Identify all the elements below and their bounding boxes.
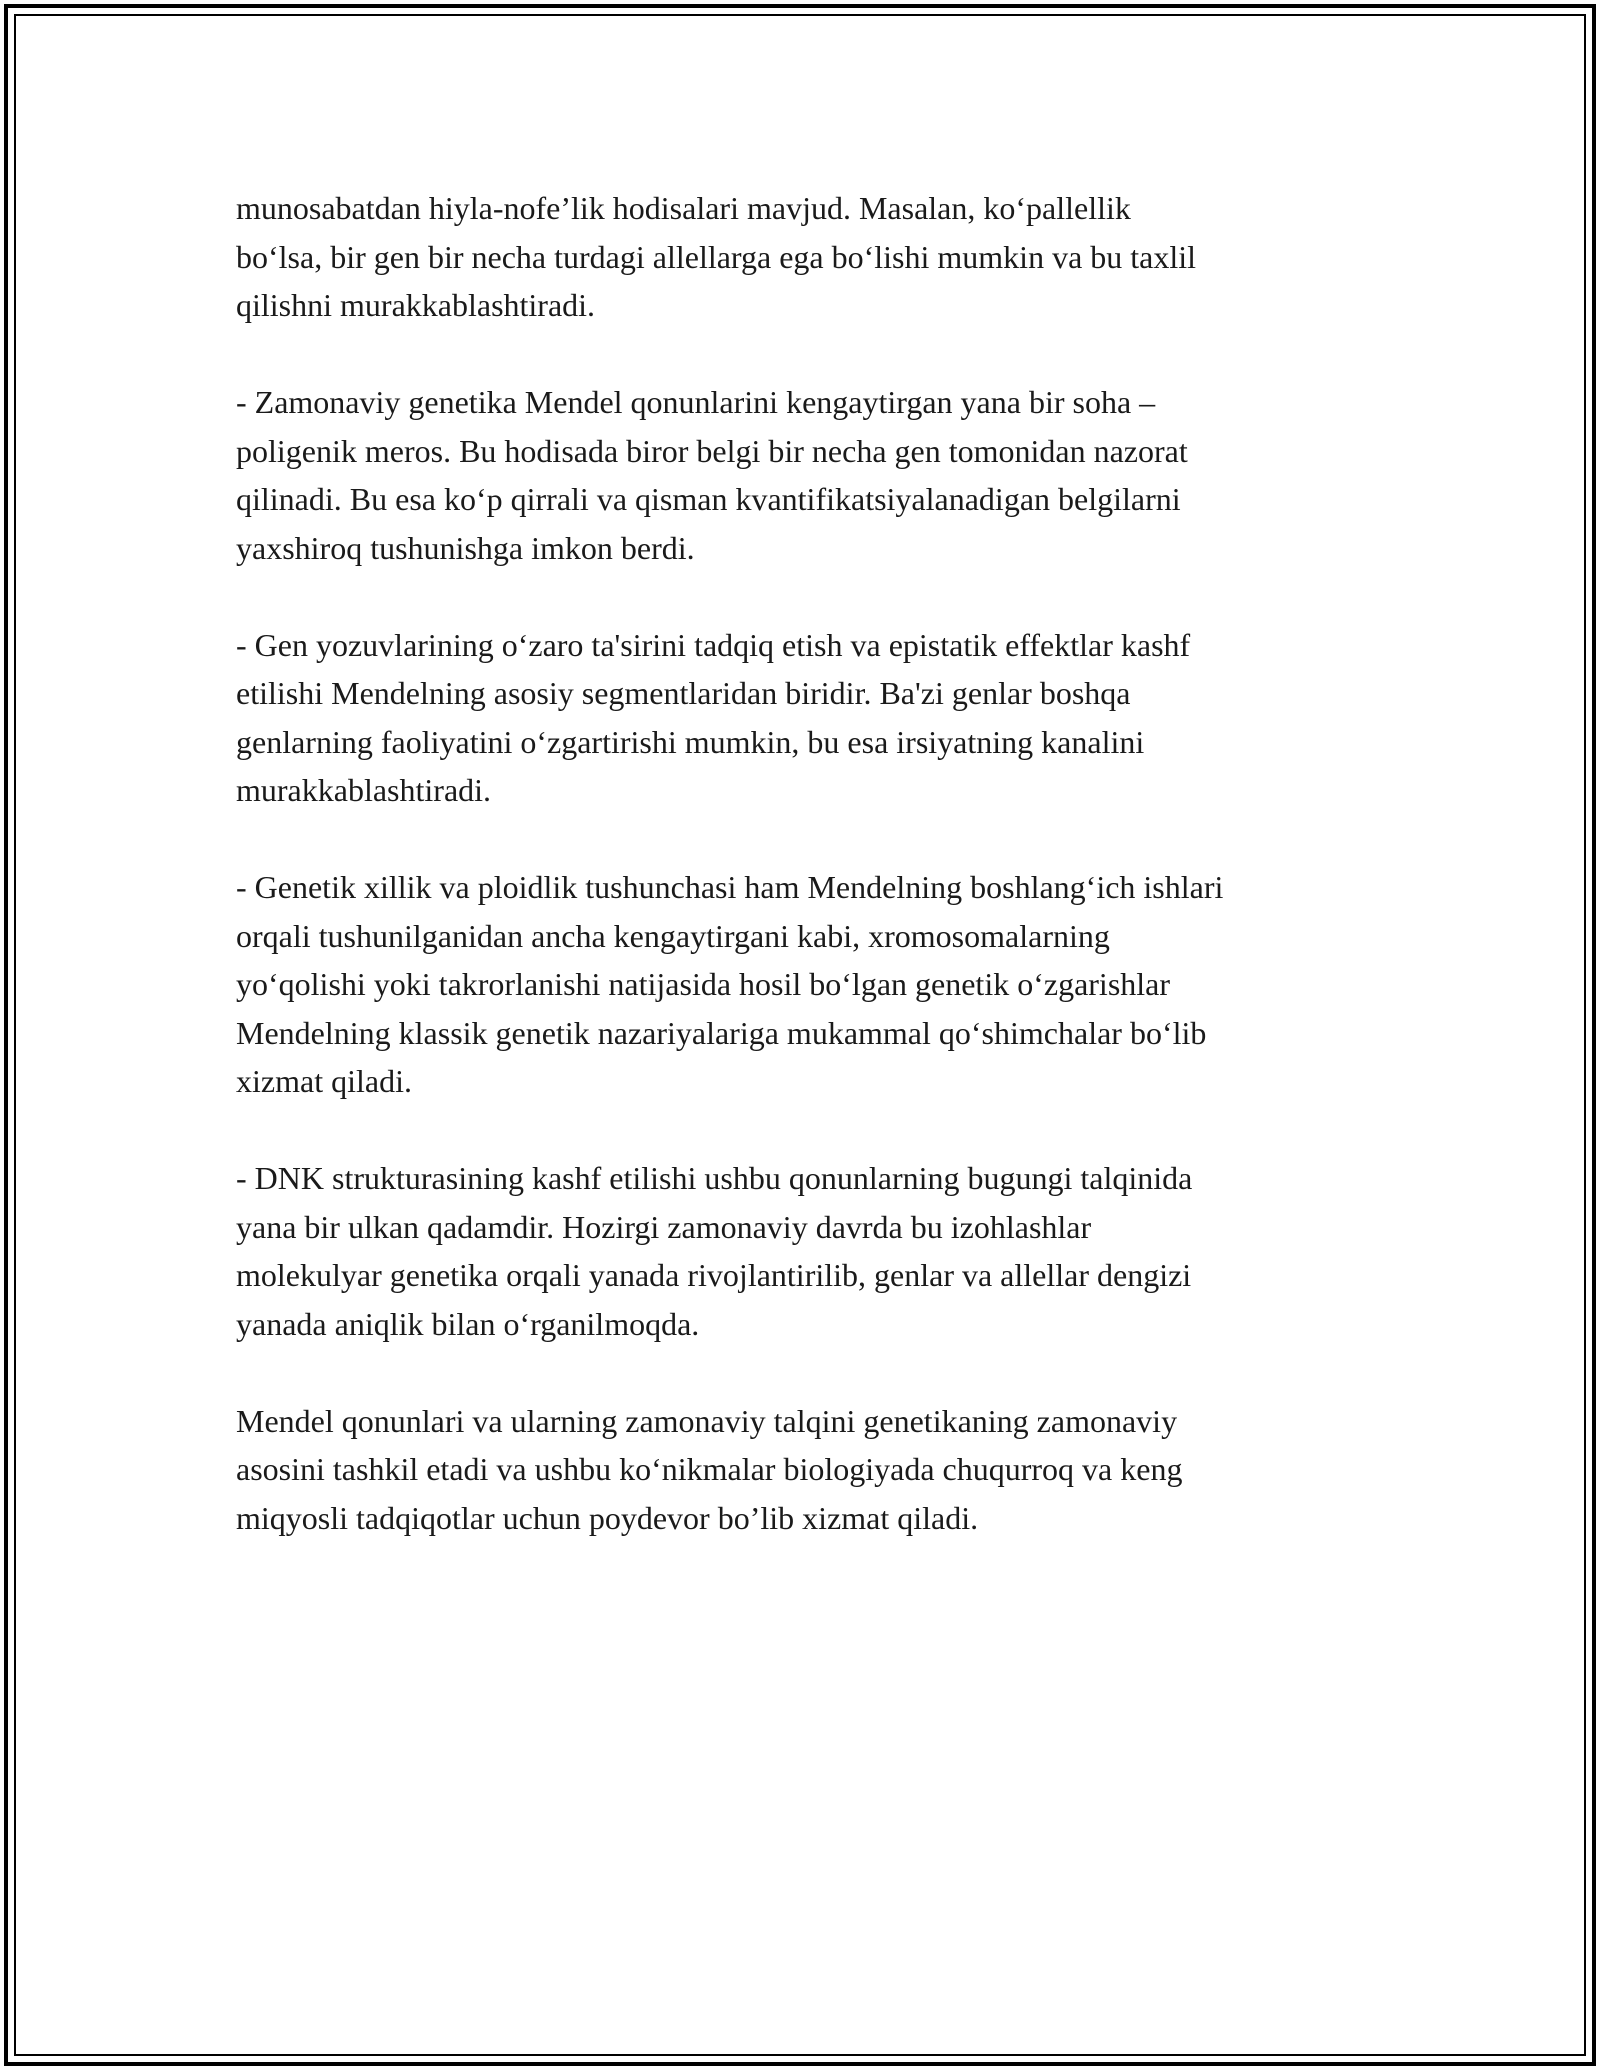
paragraph-epistasis: - Gen yozuvlarining o‘zaro ta'sirini tadqiq etish va epistatik effektlar kashf etilishi Mendelning asosiy segmentlaridan biridir. Ba'zi genlar boshqa genlarning faoliyatini o‘zgartirishi mumkin, bu esa irsiyatning kanalini murakkablashtiradi. (236, 626, 1191, 808)
document-body (236, 184, 1396, 1591)
paragraph-ploidy: - Genetik xillik va ploidlik tushunchasi ham Mendelning boshlang‘ich ishlari orqali tushunilganidan ancha kengaytirgani kabi, xromosomalarning yo‘qolishi yoki takrorlanishi natijasida hosil bo‘lgan genetik o‘zgarishlar Mendelning klassik genetik nazariyalariga mukammal qo‘shimchalar bo‘lib xizmat qiladi. (236, 869, 1224, 1099)
paragraph-dna-structure: - DNK strukturasining kashf etilishi ushbu qonunlarning bugungi talqinida yana bir ulkan qadamdir. Hozirgi zamonaviy davrda bu izohlashlar molekulyar genetika orqali yanada rivojlantirilib, genlar va allellar dengizi yanada aniqlik bilan o‘rganilmoqda. (236, 1160, 1193, 1342)
paragraph-multiple-alleles: munosabatdan hiyla-nofe’lik hodisalari mavjud. Masalan, ko‘pallellik bo‘lsa, bir gen bir necha turdagi allellarga ega bo‘lishi mumkin va bu taxlil qilishni murakkablashtiradi. (236, 190, 1197, 323)
paragraph-conclusion: Mendel qonunlari va ularning zamonaviy talqini genetikaning zamonaviy asosini tashkil etadi va ushbu ko‘nikmalar biologiyada chuqurroq va keng miqyosli tadqiqotlar uchun poydevor bo’lib xizmat qiladi. (236, 1402, 1183, 1536)
paragraph-polygenic-inheritance: - Zamonaviy genetika Mendel qonunlarini kengaytirgan yana bir soha – poligenik meros. Bu hodisada biror belgi bir necha gen tomonidan nazorat qilinadi. Bu esa ko‘p qirrali va qisman kvantifikatsiyalanadigan belgilarni yaxshiroq tushunishga imkon berdi. (236, 384, 1188, 566)
